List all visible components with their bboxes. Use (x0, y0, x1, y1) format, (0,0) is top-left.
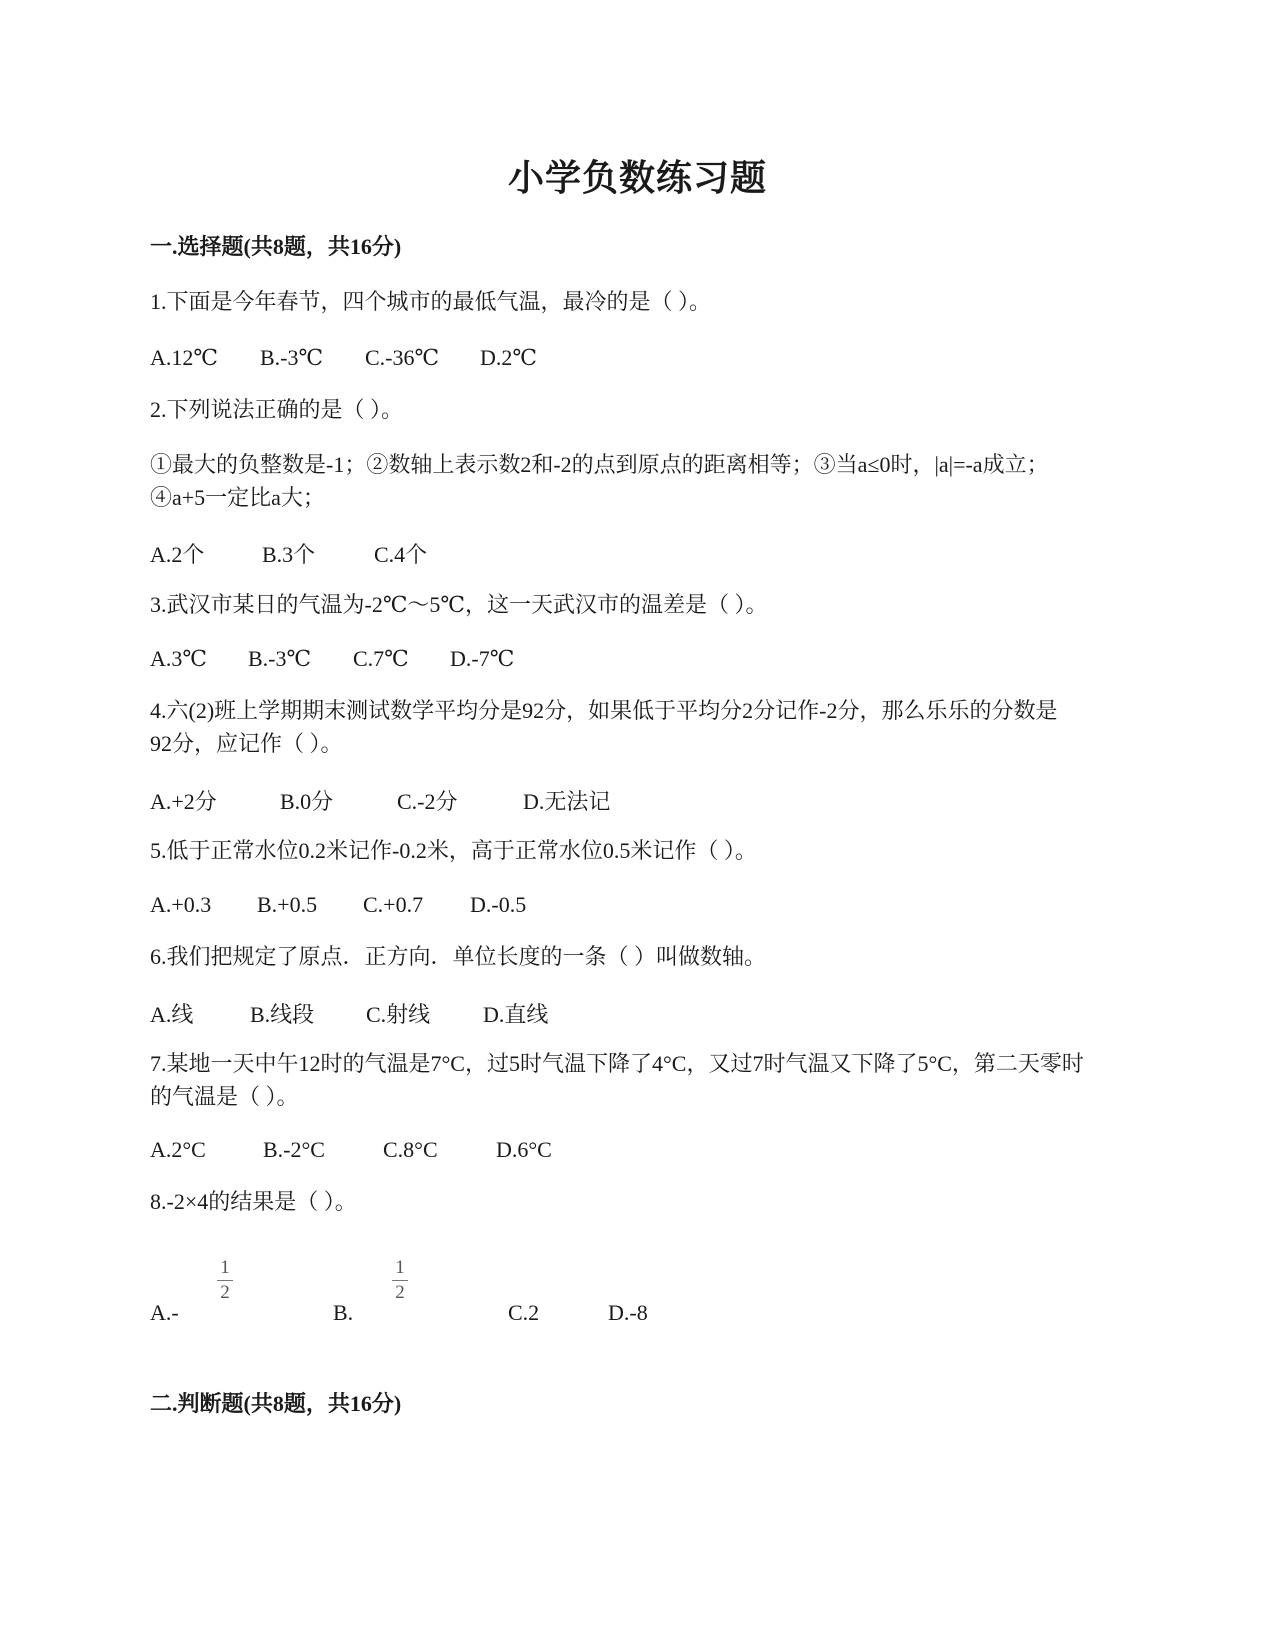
question-4-stem: 4.六(2)班上学期期末测试数学平均分是92分，如果低于平均分2分记作-2分，那么乐乐的分数是92分，应记作（ ）。 (150, 698, 1058, 756)
question-7-stem: 7.某地一天中午12时的气温是7°C，过5时气温下降了4°C，又过7时气温又下降了5°C，第二天零时的气温是（ ）。 (150, 1051, 1084, 1109)
question-5-options (150, 892, 526, 918)
fraction-denominator: 2 (220, 1282, 230, 1303)
fraction-bar (392, 1280, 408, 1281)
question-3-stem: 3.武汉市某日的气温为-2℃～5℃，这一天武汉市的温差是（ ）。 (150, 592, 768, 617)
option-c: C.射线 (366, 1002, 431, 1027)
fraction-denominator: 2 (395, 1282, 405, 1303)
option-d: D.2℃ (480, 345, 537, 370)
fraction-numerator: 1 (220, 1257, 230, 1278)
question-1-stem: 1.下面是今年春节，四个城市的最低气温，最冷的是（ ）。 (150, 289, 712, 314)
option-d: D.-7℃ (450, 646, 515, 671)
option-b: B.3个 (262, 542, 316, 567)
option-a: A.+2分 (150, 789, 217, 814)
section-heading-choice: 一.选择题(共8题，共16分) (150, 234, 402, 259)
question-1-options (150, 345, 537, 371)
question-2-stem: 2.下列说法正确的是（ ）。 (150, 397, 404, 422)
fraction-one-half-b (389, 1257, 411, 1304)
option-a: A.线 (150, 1002, 194, 1027)
option-a: A.2个 (150, 542, 205, 567)
option-d: D.无法记 (523, 789, 611, 814)
option-c: C.8°C (383, 1137, 438, 1162)
option-d: D.直线 (483, 1002, 549, 1027)
section-heading-judgment: 二.判断题(共8题，共16分) (150, 1391, 402, 1416)
option-a: A.12℃ (150, 345, 218, 370)
option-b: B.+0.5 (257, 892, 318, 917)
question-6-options (150, 998, 548, 1029)
option-d: D.-0.5 (470, 892, 527, 917)
question-6-stem: 6.我们把规定了原点．正方向．单位长度的一条（ ）叫做数轴。 (150, 944, 767, 969)
question-8-options (150, 1300, 648, 1326)
option-b: B.-3℃ (260, 345, 324, 370)
option-c: C.4个 (374, 542, 428, 567)
option-c: C.+0.7 (363, 892, 424, 917)
option-b: B. (333, 1300, 354, 1325)
option-c: C.-2分 (397, 789, 458, 814)
option-b: B.0分 (280, 789, 334, 814)
option-d: D.6°C (496, 1137, 552, 1162)
fraction-bar (217, 1280, 233, 1281)
fraction-numerator: 1 (395, 1257, 405, 1278)
option-a: A.2°C (150, 1137, 206, 1162)
fraction-one-half-a (214, 1257, 236, 1304)
question-4-options (150, 785, 610, 816)
option-a: A.- (150, 1300, 179, 1325)
option-c: C.-36℃ (365, 345, 440, 370)
question-2-statements: ①最大的负整数是-1；②数轴上表示数2和-2的点到原点的距离相等；③当a≤0时，|a|=-a成立；④a+5一定比a大； (150, 452, 1049, 510)
question-7-options (150, 1137, 552, 1163)
option-d: D.-8 (608, 1300, 648, 1325)
option-a: A.+0.3 (150, 892, 212, 917)
option-c: C.7℃ (353, 646, 409, 671)
option-c: C.2 (508, 1300, 540, 1325)
option-a: A.3℃ (150, 646, 207, 671)
option-b: B.-3℃ (248, 646, 312, 671)
question-5-stem: 5.低于正常水位0.2米记作-0.2米，高于正常水位0.5米记作（ ）。 (150, 838, 757, 863)
question-8-stem: 8.-2×4的结果是（ ）。 (150, 1189, 357, 1214)
question-3-options (150, 646, 514, 672)
question-2-options (150, 538, 427, 569)
option-b: B.线段 (250, 1002, 315, 1027)
option-b: B.-2°C (263, 1137, 325, 1162)
page-title: 小学负数练习题 (507, 158, 767, 198)
